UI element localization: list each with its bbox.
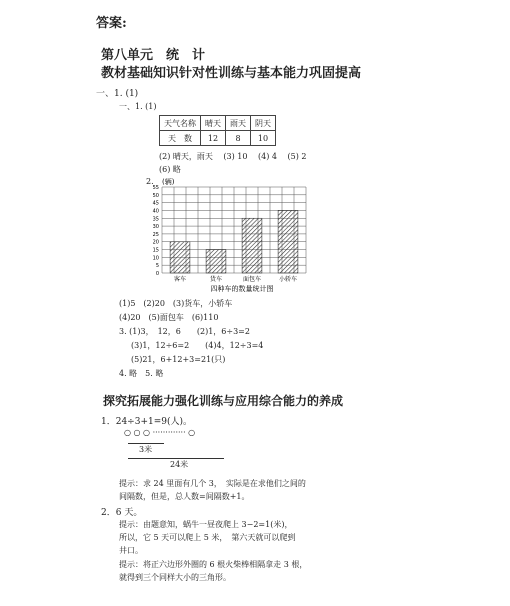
y-tick-label: 30 (152, 224, 159, 231)
y-unit-label: (辆) (162, 178, 175, 186)
table-cell: 阴天 (251, 116, 276, 131)
section-title-extended: 探究拓展能力强化训练与应用综合能力的养成 (103, 394, 344, 408)
table-row (160, 131, 276, 146)
y-tick-label: 55 (152, 185, 159, 191)
y-tick-label: 15 (152, 247, 159, 254)
hint-2a: 提示：由题意知，蜗牛一昼夜爬上 3−2=1(米)， (119, 520, 293, 529)
label-24m: 24米 (170, 460, 189, 469)
table-cell: 10 (251, 131, 276, 146)
answer-line-4: (3)1，12÷6=2 (4)4，12÷3=4 (131, 341, 264, 350)
q1-label: 一、1. (1) (96, 89, 139, 99)
hint-3a: 提示：将正六边形外圈的 6 根火柴棒相隔拿走 3 根， (119, 560, 308, 569)
table-row (160, 116, 276, 131)
x-tick-label: 面包车 (242, 276, 262, 283)
x-tick-label: 货车 (209, 276, 223, 283)
y-tick-label: 20 (152, 239, 159, 246)
weather-table (159, 115, 276, 146)
y-tick-label: 0 (155, 271, 159, 277)
answer-heading: 答案: (96, 16, 127, 31)
answer-6: (6) 略 (159, 165, 181, 174)
answer-line-3: 3. (1)3， 12，6 (2)1，6÷3=2 (119, 327, 250, 336)
hint-2b: 所以，它 5 天可以爬上 5 米， 第六天就可以爬到 (119, 533, 296, 542)
x-tick-label: 小轿车 (278, 276, 298, 283)
label-3m: 3米 (139, 445, 153, 454)
q2-label: 2. (146, 177, 154, 186)
y-tick-label: 35 (152, 216, 159, 223)
part2-q1: 1．24÷3+1=9(人)。 (101, 417, 193, 427)
section-title-basic: 教材基础知识针对性训练与基本能力巩固提高 (101, 66, 362, 81)
answer-line-6: 4. 略 5. 略 (119, 369, 164, 378)
hint-2c: 井口。 (119, 546, 143, 555)
chart-caption: 四种车的数量统计图 (210, 285, 274, 293)
hint-1a: 提示：求 24 里面有几个 3， 实际是在求他们之间的 (119, 479, 306, 488)
table-cell: 天 数 (160, 131, 201, 146)
spacing-diagram (120, 428, 230, 472)
table-cell: 雨天 (226, 116, 251, 131)
q1-sublabel: 一、1. (1) (119, 102, 157, 111)
y-tick-label: 50 (152, 192, 159, 199)
table-cell: 12 (201, 131, 226, 146)
part2-q2: 2．6 天。 (101, 508, 143, 518)
diagram-dots: ○ ○ ○ ············· ○ (124, 428, 196, 437)
y-tick-label: 40 (152, 208, 159, 215)
answer-line-5: (5)21，6+12+3=21(只) (131, 355, 226, 364)
bar (206, 250, 226, 273)
x-tick-label: 客车 (173, 276, 187, 283)
y-tick-label: 10 (152, 255, 159, 262)
hint-3b: 就得到三个同样大小的三角形。 (119, 573, 231, 582)
bar (242, 218, 262, 273)
bar (278, 210, 298, 273)
hint-1b: 间隔数，但是，总人数=间隔数+1。 (119, 492, 250, 501)
bar (170, 242, 190, 273)
table-cell: 天气名称 (160, 116, 201, 131)
table-cell: 8 (226, 131, 251, 146)
answer-line-1: (1)5 (2)20 (3)货车，小轿车 (119, 299, 233, 308)
vehicle-bar-chart (140, 175, 310, 295)
answers-2-5: (2) 晴天，雨天 (3) 10 (4) 4 (5) 2 (159, 152, 307, 161)
unit-title: 第八单元 统 计 (101, 48, 206, 63)
answer-line-2: (4)20 (5)面包车 (6)110 (119, 313, 219, 322)
y-tick-label: 25 (152, 231, 159, 238)
table-cell: 晴天 (201, 116, 226, 131)
y-tick-label: 45 (152, 200, 159, 207)
y-tick-label: 5 (155, 263, 159, 270)
